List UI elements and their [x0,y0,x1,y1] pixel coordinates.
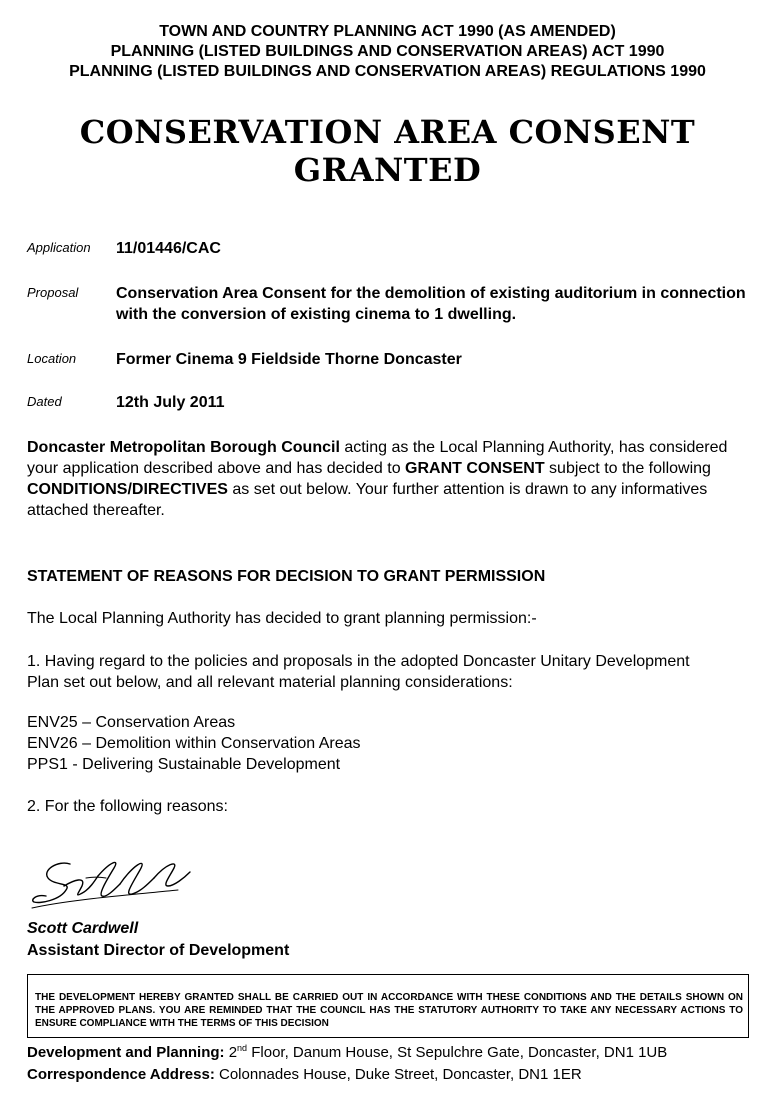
dated-label: Dated [27,394,62,409]
signature-image [28,856,198,916]
proposal-field [27,283,747,327]
decision-text-2: subject to the following [544,460,711,477]
footer-development-address [27,1043,667,1063]
decision-text-3: as set out below. Your further attention is drawn to any informatives attached thereafter. [27,481,708,519]
footer-dev-floor-suffix: nd [237,1043,248,1053]
act-line: PLANNING (LISTED BUILDINGS AND CONSERVATION AREAS) REGULATIONS 1990 [69,63,706,80]
decision-text-1: acting as the Local Planning Authority, has considered your application described above and has decided to [27,439,728,477]
conditions-directives: CONDITIONS/DIRECTIVES [27,481,228,498]
footer-corr-address: Colonnades House, Duke Street, Doncaster, DN1 1ER [214,1066,582,1083]
legislation-header [0,22,775,82]
signatory-role: Assistant Director of Development [27,942,290,959]
council-name: Doncaster Metropolitan Borough Council [27,439,340,456]
footer-dev-address: Floor, Danum House, St Sepulchre Gate, Doncaster, DN1 1UB [247,1044,668,1061]
signatory-name: Scott Cardwell [27,920,139,937]
compliance-notice-text: THE DEVELOPMENT HEREBY GRANTED SHALL BE CARRIED OUT IN ACCORDANCE WITH THESE CONDITIONS AND THE DETAILS SHOWN ON THE APPROVED PLANS. YOU ARE REMINDED THAT THE COUNCIL HAS THE STATUTORY AUTHORITY TO TAKE ANY NECESSARY ACTIONS TO ENSURE COMPLIANCE WITH THE TERMS OF THIS DECISION [35,992,743,1029]
application-value: 11/01446/CAC [116,240,221,257]
footer-corr-label: Correspondence Address: [27,1066,215,1083]
footer-dev-floor: 2 [224,1044,238,1061]
compliance-notice-box [27,974,749,1038]
application-label: Application [27,240,91,255]
location-value: Former Cinema 9 Fieldside Thorne Doncaster [116,351,462,368]
footer-correspondence-address [27,1065,582,1085]
title-line-1: CONSERVATION AREA CONSENT [79,113,696,151]
proposal-label: Proposal [27,285,79,300]
proposal-value: Conservation Area Consent for the demolition of existing auditorium in connection with the conversion of existing cinema to 1 dwelling. [116,285,746,323]
title-line-2: GRANTED [293,151,482,189]
location-label: Location [27,351,77,366]
decision-paragraph [27,437,752,521]
reason-point-1: 1. Having regard to the policies and proposals in the adopted Doncaster Unitary Development Plan set out below, and all relevant material planning considerations: [27,653,690,691]
grant-consent: GRANT CONSENT [405,460,545,477]
page-title [0,113,775,189]
reason-point-2: 2. For the following reasons: [27,798,228,815]
footer-dev-label: Development and Planning: [27,1044,225,1061]
policy-line: PPS1 - Delivering Sustainable Development [27,756,341,773]
location-field [27,349,747,371]
statement-heading: STATEMENT OF REASONS FOR DECISION TO GRANT PERMISSION [27,568,546,585]
statement-intro: The Local Planning Authority has decided to grant planning permission:- [27,610,537,627]
policy-line: ENV26 – Demolition within Conservation Areas [27,735,361,752]
dated-value: 12th July 2011 [116,394,225,411]
policy-line: ENV25 – Conservation Areas [27,714,236,731]
dated-field [27,392,747,414]
act-line: PLANNING (LISTED BUILDINGS AND CONSERVATION AREAS) ACT 1990 [110,43,665,60]
application-field [27,238,747,260]
act-line: TOWN AND COUNTRY PLANNING ACT 1990 (AS AMENDED) [159,23,616,40]
